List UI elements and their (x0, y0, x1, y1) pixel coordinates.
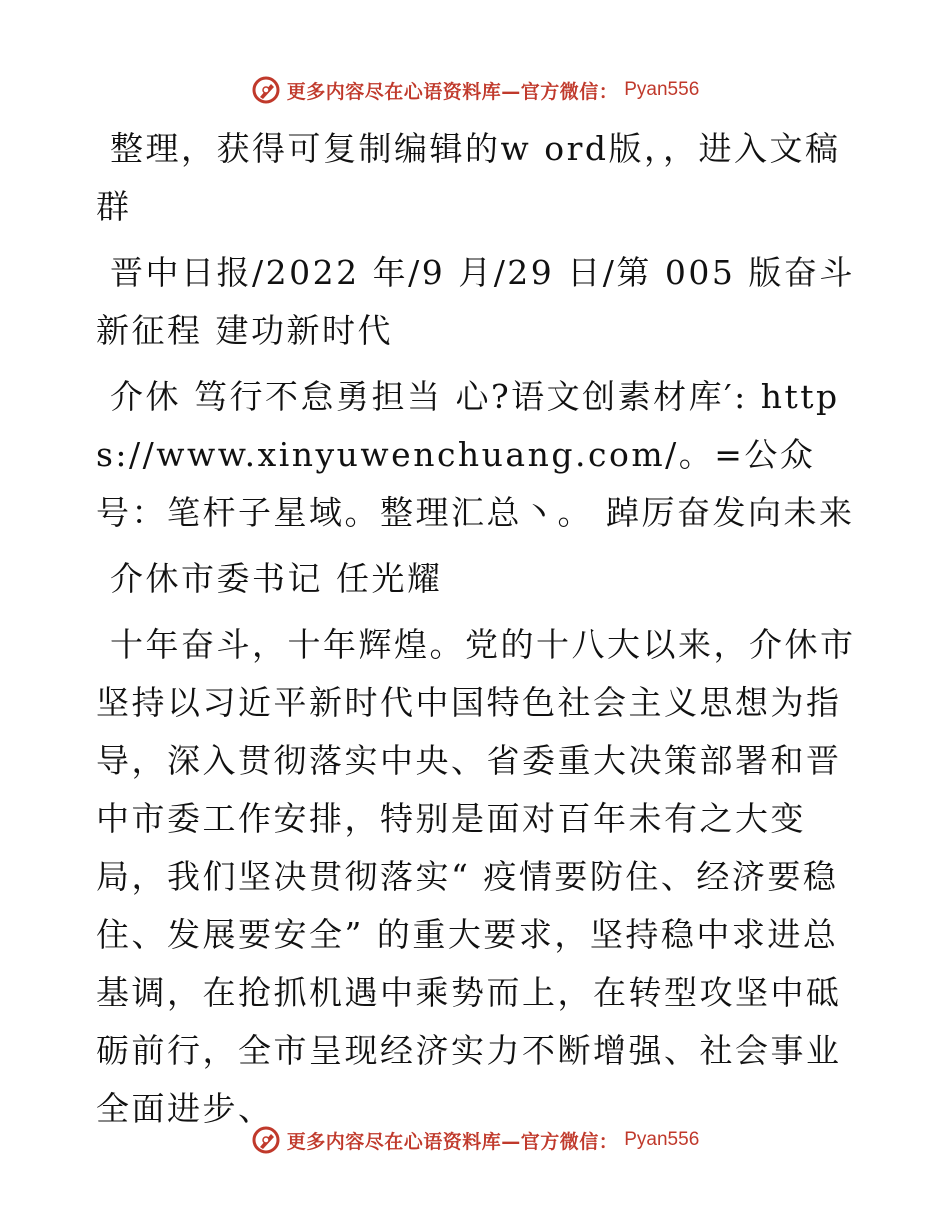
paragraph-author: 介休市委书记 任光耀 (110, 559, 443, 598)
paragraph-title: 介休 笃行不怠勇担当 心?语文创素材库′: https://www.xinyuwenchuang.com/。=公众号：笔杆子星域。整理汇总丶。 踔厉奋发向未来 (96, 377, 855, 532)
watermark-banner-top (0, 70, 950, 110)
pen-circle-logo-icon (251, 75, 281, 105)
document-body (96, 120, 856, 1146)
watermark-text: 更多内容尽在心语资料库—官方微信： (286, 80, 619, 103)
paragraph-intro: 整理，获得可复制编辑的w ord版，，进入文稿群 (96, 129, 841, 226)
paragraph-source: 晋中日报/2022 年/9 月/29 日/第 005 版奋斗新征程 建功新时代 (96, 253, 855, 350)
watermark-text: 更多内容尽在心语资料库—官方微信： (286, 1130, 619, 1153)
paragraph-body: 十年奋斗，十年辉煌。党的十八大以来，介休市坚持以习近平新时代中国特色社会主义思想为指导，深入贯彻落实中央、省委重大决策部署和晋中市委工作安排，特别是面对百年未有之大变局，我们坚决贯彻落实“ 疫情要防住、经济要稳住、发展要安全” 的重大要求，坚持稳中求进总基调，在抢抓机遇中乘势而上，在转型攻坚中砥砺前行，全市呈现经济实力不断增强、社会事业全面进步、 (96, 625, 856, 1128)
watermark-contact: Pyan556 (624, 1129, 700, 1150)
watermark-banner-bottom (0, 1120, 950, 1160)
watermark-contact: Pyan556 (624, 79, 700, 100)
pen-circle-logo-icon (251, 1125, 281, 1155)
